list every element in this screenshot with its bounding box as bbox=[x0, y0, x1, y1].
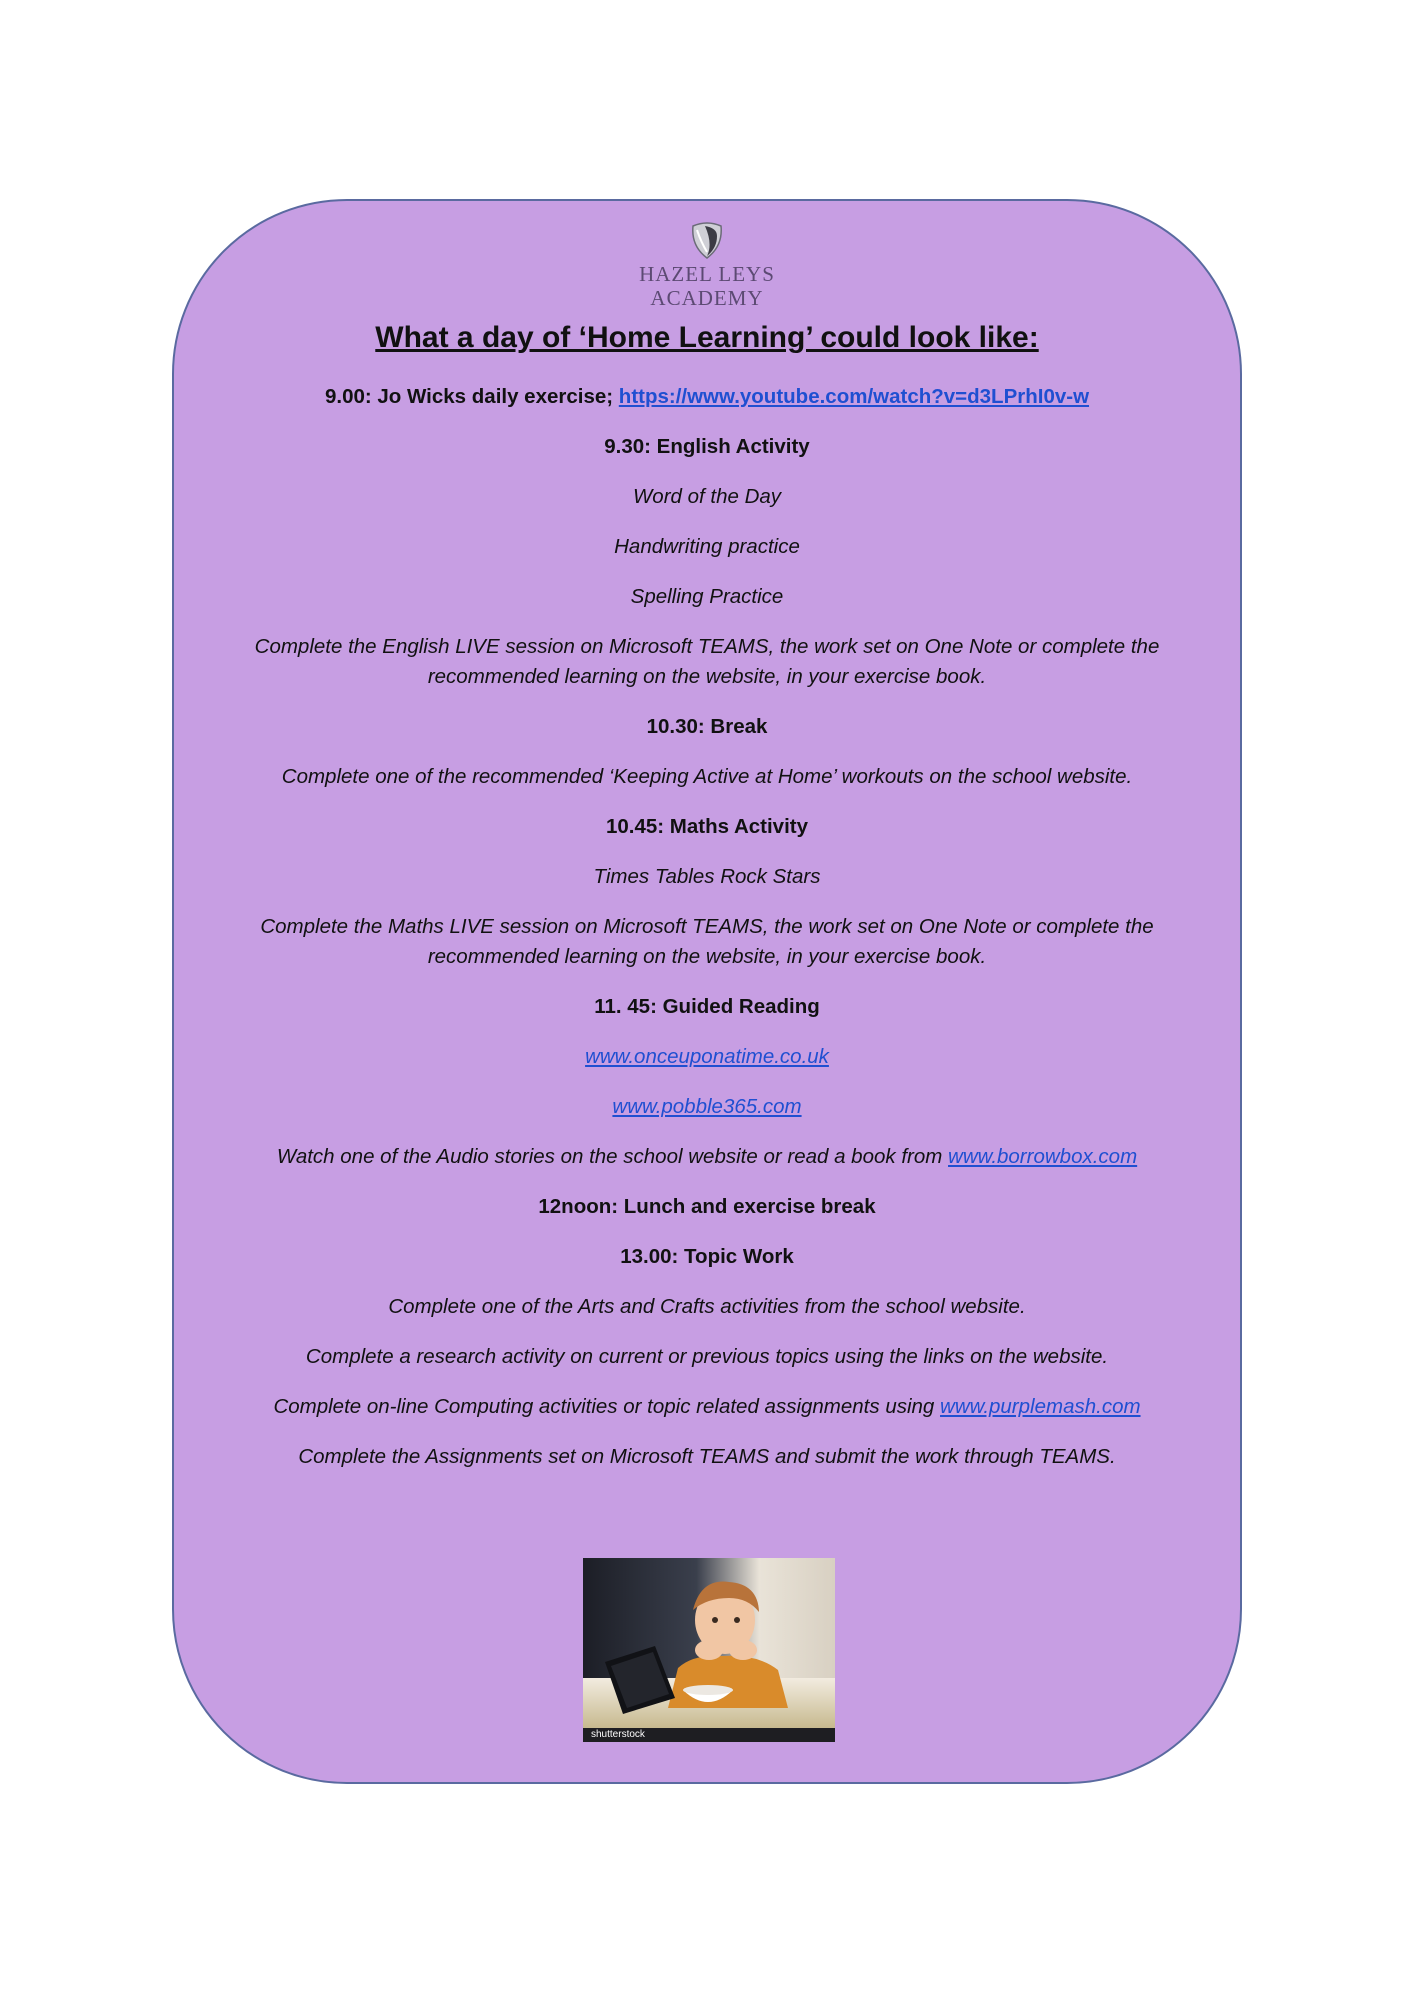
youtube-link[interactable]: https://www.youtube.com/watch?v=d3LPrhI0v-w bbox=[618, 385, 1090, 408]
break-instructions: Complete one of the recommended ‘Keeping Active at Home’ workouts on the school website. bbox=[281, 765, 1133, 788]
page-title: What a day of ‘Home Learning’ could look like: bbox=[375, 321, 1039, 354]
shield-logo-icon bbox=[687, 222, 727, 260]
logo-name-line2: ACADEMY bbox=[650, 286, 764, 310]
english-instructions-line2: recommended learning on the website, in your exercise book. bbox=[427, 665, 987, 688]
maths-instructions-line2: recommended learning on the website, in your exercise book. bbox=[427, 945, 987, 968]
schedule-line-lunch: 12noon: Lunch and exercise break bbox=[538, 1195, 876, 1218]
schedule-line-exercise bbox=[204, 382, 1210, 412]
schedule-line-reading: 11. 45: Guided Reading bbox=[594, 995, 820, 1018]
maths-instructions-line1: Complete the Maths LIVE session on Microsoft TEAMS, the work set on One Note or complete the bbox=[260, 915, 1154, 938]
reading-link-row-2 bbox=[204, 1092, 1210, 1122]
schedule-line-maths: 10.45: Maths Activity bbox=[605, 815, 809, 838]
maths-instructions bbox=[204, 912, 1210, 972]
schedule-card bbox=[172, 199, 1242, 1784]
topic-item-arts: Complete one of the Arts and Crafts activities from the school website. bbox=[388, 1295, 1026, 1318]
school-logo bbox=[174, 222, 1240, 308]
english-item-handwriting: Handwriting practice bbox=[614, 535, 800, 558]
schedule-line-english: 9.30: English Activity bbox=[604, 435, 810, 458]
onceuponatime-link[interactable]: www.onceuponatime.co.uk bbox=[585, 1045, 829, 1068]
maths-item-rockstars: Times Tables Rock Stars bbox=[593, 865, 821, 888]
english-item-spelling: Spelling Practice bbox=[630, 585, 784, 608]
photo-watermark: shutterstock bbox=[591, 1729, 645, 1740]
purplemash-link[interactable]: www.purplemash.com bbox=[940, 1395, 1141, 1418]
schedule-line-topic: 13.00: Topic Work bbox=[620, 1245, 794, 1268]
photo-illustration bbox=[583, 1558, 835, 1742]
exercise-label: 9.00: Jo Wicks daily exercise; bbox=[324, 385, 619, 408]
english-item-word: Word of the Day bbox=[632, 485, 782, 508]
topic-item-research: Complete a research activity on current or previous topics using the links on the website. bbox=[305, 1345, 1109, 1368]
pobble365-link[interactable]: www.pobble365.com bbox=[612, 1095, 802, 1118]
borrowbox-link[interactable]: www.borrowbox.com bbox=[948, 1145, 1138, 1168]
reading-instructions-text: Watch one of the Audio stories on the school website or read a book from bbox=[276, 1145, 949, 1168]
schedule-content bbox=[204, 321, 1210, 1492]
reading-link-row-1 bbox=[204, 1042, 1210, 1072]
schedule-line-break: 10.30: Break bbox=[646, 715, 768, 738]
computing-text: Complete on-line Computing activities or topic related assignments using bbox=[273, 1395, 941, 1418]
english-instructions bbox=[204, 632, 1210, 692]
child-with-tablet-photo bbox=[583, 1558, 835, 1742]
topic-item-assignments: Complete the Assignments set on Microsoft TEAMS and submit the work through TEAMS. bbox=[298, 1445, 1116, 1468]
english-instructions-line1: Complete the English LIVE session on Microsoft TEAMS, the work set on One Note or complete the bbox=[254, 635, 1160, 658]
topic-item-computing bbox=[204, 1392, 1210, 1422]
logo-name-line1: HAZEL LEYS bbox=[639, 262, 775, 286]
reading-instructions bbox=[204, 1142, 1210, 1172]
